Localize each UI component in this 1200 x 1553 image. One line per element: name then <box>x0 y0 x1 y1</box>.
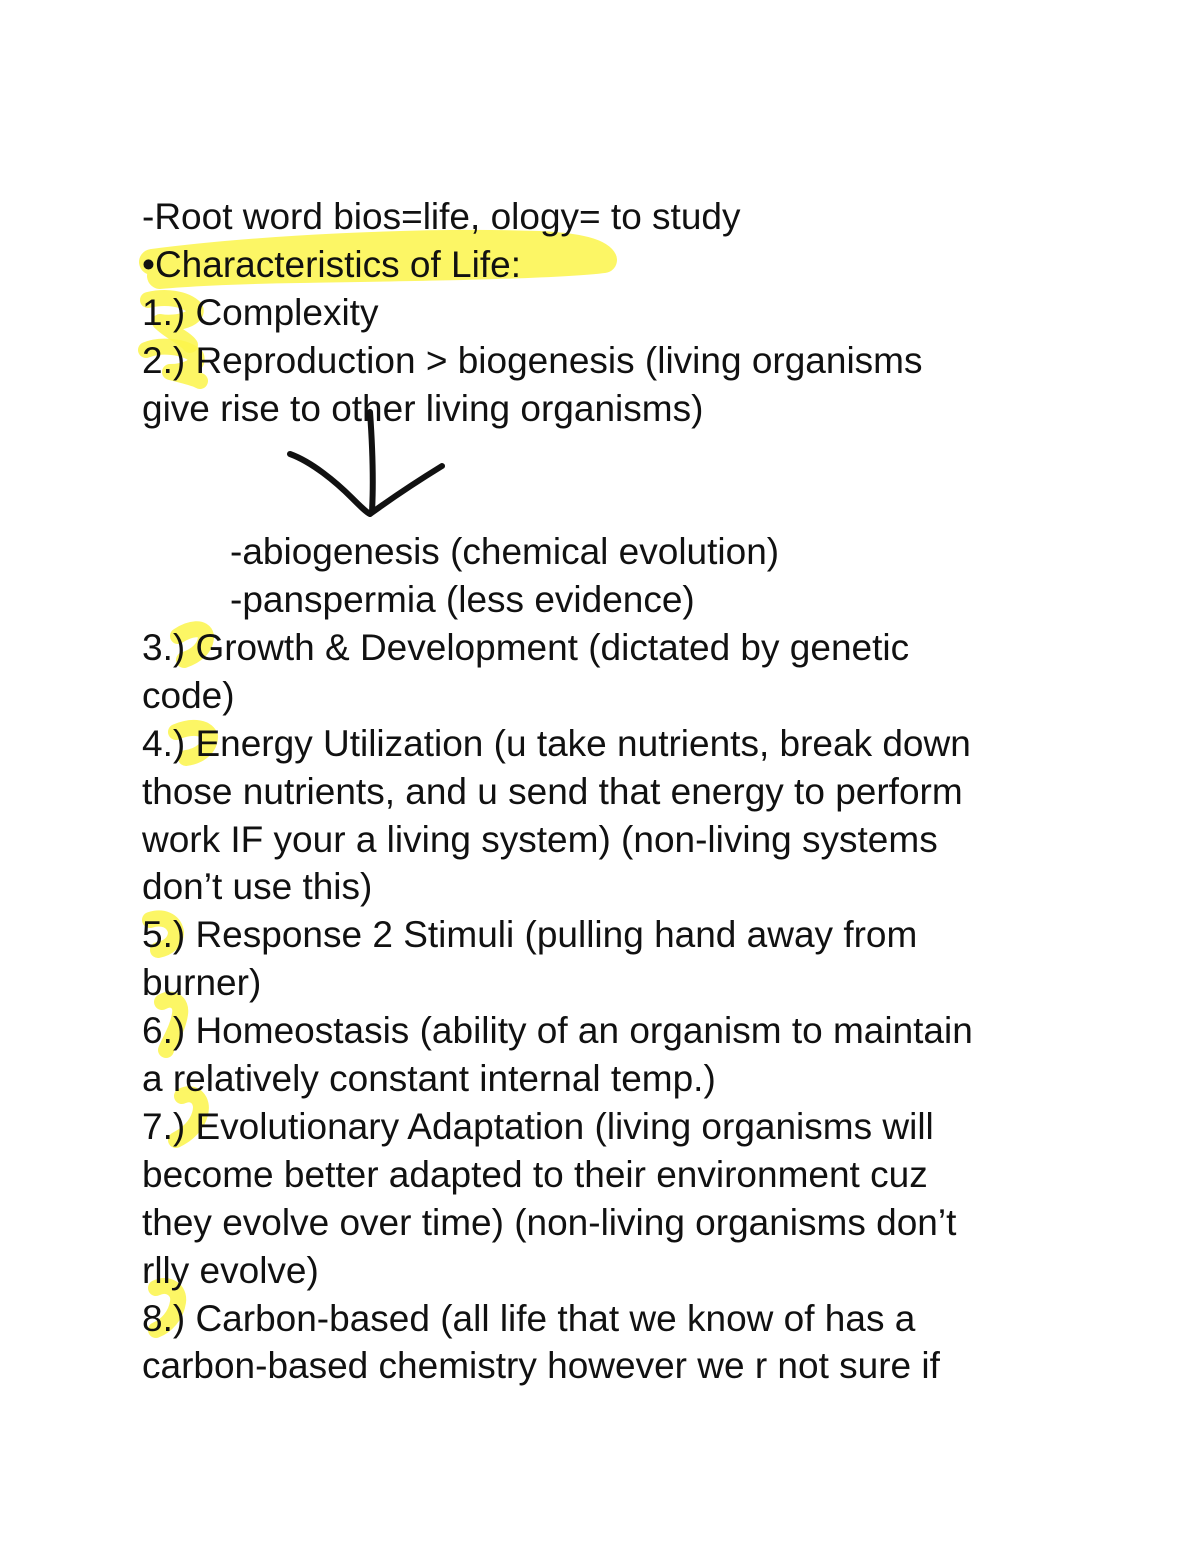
item-6-line-2: a relatively constant internal temp.) <box>142 1058 716 1100</box>
item-4-line-4: don’t use this) <box>142 866 373 908</box>
item-8-line-1: 8.) Carbon-based (all life that we know of has a <box>142 1297 916 1339</box>
item-4-line-2: those nutrients, and u send that energy to perform <box>142 770 963 812</box>
note-text <box>142 193 1102 1390</box>
item-3-line-1: 3.) Growth & Development (dictated by genetic <box>142 627 910 669</box>
item-7-line-2: become better adapted to their environment cuz <box>142 1153 928 1195</box>
sub-item-panspermia: -panspermia (less evidence) <box>230 579 695 621</box>
item-4-line-1: 4.) Energy Utilization (u take nutrients, break down <box>142 722 971 764</box>
root-word-line: -Root word bios=life, ology= to study <box>142 196 741 237</box>
arrow-gap <box>142 432 1102 528</box>
item-2-line-1: 2.) Reproduction > biogenesis (living organisms <box>142 339 923 381</box>
item-7-line-4: rlly evolve) <box>142 1249 319 1291</box>
item-5-line-2: burner) <box>142 962 262 1004</box>
item-2-line-2: give rise to other living organisms) <box>142 387 704 429</box>
item-8-line-2: carbon-based chemistry however we r not sure if <box>142 1345 940 1387</box>
item-3-line-2: code) <box>142 674 235 716</box>
item-1-line: 1.) Complexity <box>142 291 379 333</box>
item-7-line-1: 7.) Evolutionary Adaptation (living organisms will <box>142 1105 934 1147</box>
item-5-line-1: 5.) Response 2 Stimuli (pulling hand away from <box>142 914 918 956</box>
item-6-line-1: 6.) Homeostasis (ability of an organism to maintain <box>142 1010 973 1052</box>
sub-item-abiogenesis: -abiogenesis (chemical evolution) <box>230 531 780 573</box>
item-7-line-3: they evolve over time) (non-living organisms don’t <box>142 1201 957 1243</box>
item-4-line-3: work IF your a living system) (non-living systems <box>142 818 938 860</box>
characteristics-heading: •Characteristics of Life: <box>142 243 521 285</box>
